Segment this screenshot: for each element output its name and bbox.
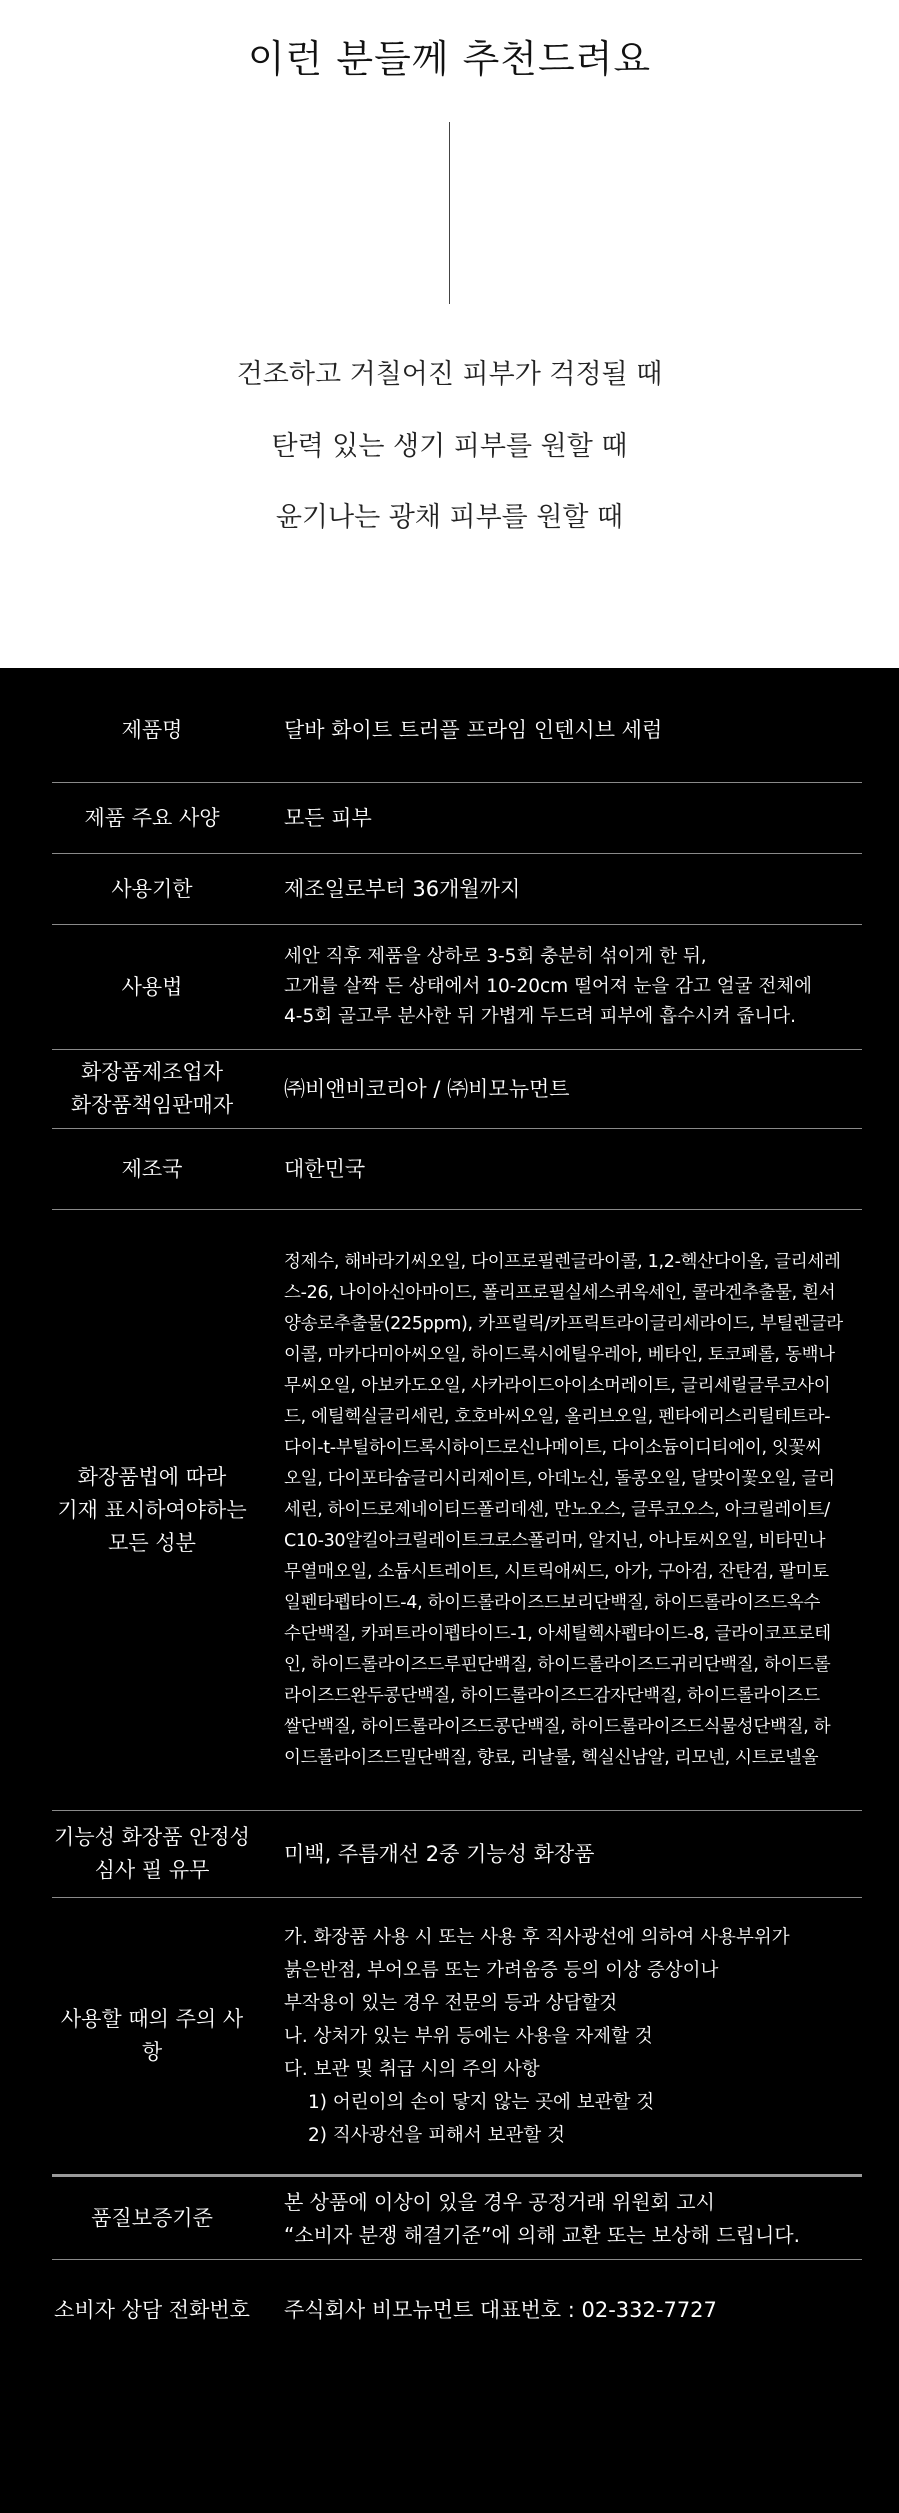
- spec-label: 사용기한: [111, 876, 193, 901]
- spec-row-product-name: [52, 678, 862, 783]
- quality-line: 본 상품에 이상이 있을 경우 공정거래 위원회 고시: [284, 2189, 715, 2214]
- spec-label: 기능성 화장품 안정성 심사 필 유무: [54, 1825, 250, 1882]
- spec-label: 제조국: [121, 1156, 183, 1181]
- spec-row-usage: [52, 925, 862, 1050]
- ingredient-line: 드, 에틸헥실글리세린, 호호바씨오일, 올리브오일, 펜타에리스리틸테트라-: [284, 1406, 831, 1427]
- usage-line: 세안 직후 제품을 상하로 3-5회 충분히 섞이게 한 뒤,: [284, 946, 707, 967]
- spec-value: [284, 2178, 859, 2259]
- spec-label: 화장품법에 따라 기재 표시하여야하는 모든 성분: [57, 1464, 247, 1555]
- spec-value: [284, 1898, 859, 2174]
- usage-line: 고개를 살짝 든 상태에서 10-20cm 떨어져 눈을 감고 얼굴 전체에: [284, 976, 813, 997]
- spec-row-ingredients: [52, 1210, 862, 1811]
- caution-line: 1) 어린이의 손이 닿지 않는 곳에 보관할 것: [308, 2091, 655, 2113]
- spec-label: 품질보증기준: [91, 2206, 213, 2230]
- ingredient-line: 정제수, 해바라기씨오일, 다이프로필렌글라이콜, 1,2-헥산다이올, 글리세레: [284, 1251, 841, 1272]
- ingredient-line: 오일, 다이포타슘글리시리제이트, 아데노신, 돌콩오일, 달맞이꽃오일, 글리: [284, 1468, 835, 1489]
- ingredient-line: 다이-t-부틸하이드록시하이드로신나메이트, 다이소듐이디티에이, 잇꽃씨: [284, 1437, 822, 1458]
- ingredient-line: C10-30알킬아크릴레이트크로스폴리머, 알지닌, 아나토씨오일, 비타민나: [284, 1530, 826, 1551]
- caution-line: 나. 상처가 있는 부위 등에는 사용을 자제할 것: [284, 2025, 653, 2047]
- recommend-title: 이런 분들께 추천드려요: [247, 37, 652, 81]
- recommend-item: 탄력 있는 생기 피부를 원할 때: [271, 431, 628, 462]
- recommend-section: [0, 0, 899, 668]
- ingredient-line: 인, 하이드롤라이즈드루핀단백질, 하이드롤라이즈드귀리단백질, 하이드롤: [284, 1654, 831, 1675]
- spec-row-country: [52, 1129, 862, 1210]
- spec-label: 사용할 때의 주의 사항: [60, 2007, 244, 2064]
- spec-value: 달바 화이트 트러플 프라임 인텐시브 세럼: [284, 717, 663, 742]
- ingredient-line: 무열매오일, 소듐시트레이트, 시트릭애씨드, 아가, 구아검, 잔탄검, 팔미토: [284, 1561, 829, 1582]
- ingredient-line: 일펜타펩타이드-4, 하이드롤라이즈드보리단백질, 하이드롤라이즈드옥수: [284, 1592, 821, 1613]
- spec-value: 모든 피부: [284, 805, 372, 830]
- recommend-item: 윤기나는 광채 피부를 원할 때: [275, 502, 624, 533]
- spec-label: 화장품제조업자 화장품책임판매자: [70, 1060, 234, 1117]
- spec-value: ㈜비앤비코리아 / ㈜비모뉴먼트: [284, 1076, 570, 1101]
- caution-line: 다. 보관 및 취급 시의 주의 사항: [284, 2058, 540, 2080]
- caution-line: 붉은반점, 부어오름 또는 가려움증 등의 이상 증상이나: [284, 1959, 719, 1981]
- usage-line: 4-5회 골고루 분사한 뒤 가볍게 두드려 피부에 흡수시켜 줍니다.: [284, 1006, 797, 1027]
- spec-label: 사용법: [121, 974, 183, 999]
- vertical-divider: [449, 122, 450, 304]
- spec-value: 주식회사 비모뉴먼트 대표번호 : 02-332-7727: [284, 2297, 717, 2322]
- spec-value: 제조일로부터 36개월까지: [284, 876, 521, 901]
- spec-row-expiry: [52, 854, 862, 925]
- ingredient-line: 수단백질, 카퍼트라이펩타이드-1, 아세틸헥사펩타이드-8, 글라이코프로테: [284, 1623, 831, 1644]
- caution-line: 부작용이 있는 경우 전문의 등과 상담할것: [284, 1992, 618, 2014]
- ingredient-line: 스-26, 나이아신아마이드, 폴리프로필실세스퀴옥세인, 콜라겐추출물, 흰서: [284, 1282, 836, 1303]
- spec-row-contact: [52, 2260, 862, 2360]
- ingredient-line: 세린, 하이드로제네이티드폴리데센, 만노오스, 글루코오스, 아크릴레이트/: [284, 1499, 830, 1520]
- spec-label: 제품명: [121, 717, 183, 742]
- ingredient-line: 라이즈드완두콩단백질, 하이드롤라이즈드감자단백질, 하이드롤라이즈드: [284, 1685, 820, 1706]
- spec-value: 대한민국: [284, 1156, 366, 1181]
- ingredient-line: 무씨오일, 아보카도오일, 사카라이드아이소머레이트, 글리세릴글루코사이: [284, 1375, 831, 1396]
- spec-row-manufacturer: [52, 1050, 862, 1129]
- ingredient-line: 양송로추출물(225ppm), 카프릴릭/카프릭트라이글리세라이드, 부틸렌글라: [284, 1313, 843, 1334]
- spec-value: [284, 1210, 859, 1810]
- ingredient-line: 이콜, 마카다미아씨오일, 하이드록시에틸우레아, 베타인, 토코페롤, 동백나: [284, 1344, 835, 1365]
- product-spec-table: [0, 668, 899, 2513]
- spec-row-caution: [52, 1898, 862, 2177]
- spec-value: [284, 925, 859, 1049]
- caution-line: 가. 화장품 사용 시 또는 사용 후 직사광선에 의하여 사용부위가: [284, 1926, 790, 1948]
- quality-line: “소비자 분쟁 해결기준”에 의해 교환 또는 보상해 드립니다.: [284, 2222, 800, 2247]
- spec-label: 제품 주요 사양: [84, 805, 220, 830]
- ingredient-line: 쌀단백질, 하이드롤라이즈드콩단백질, 하이드롤라이즈드식물성단백질, 하: [284, 1716, 831, 1737]
- spec-label: 소비자 상담 전화번호: [54, 2297, 250, 2322]
- recommend-item: 건조하고 거칠어진 피부가 걱정될 때: [236, 359, 663, 390]
- caution-line: 2) 직사광선을 피해서 보관할 것: [308, 2124, 565, 2146]
- ingredient-line: 이드롤라이즈드밀단백질, 향료, 리날룰, 헥실신남알, 리모넨, 시트로넬올: [284, 1747, 819, 1768]
- spec-row-main-spec: [52, 783, 862, 854]
- spec-value: 미백, 주름개선 2중 기능성 화장품: [284, 1841, 595, 1866]
- spec-row-quality: [52, 2178, 862, 2260]
- spec-row-functional: [52, 1811, 862, 1898]
